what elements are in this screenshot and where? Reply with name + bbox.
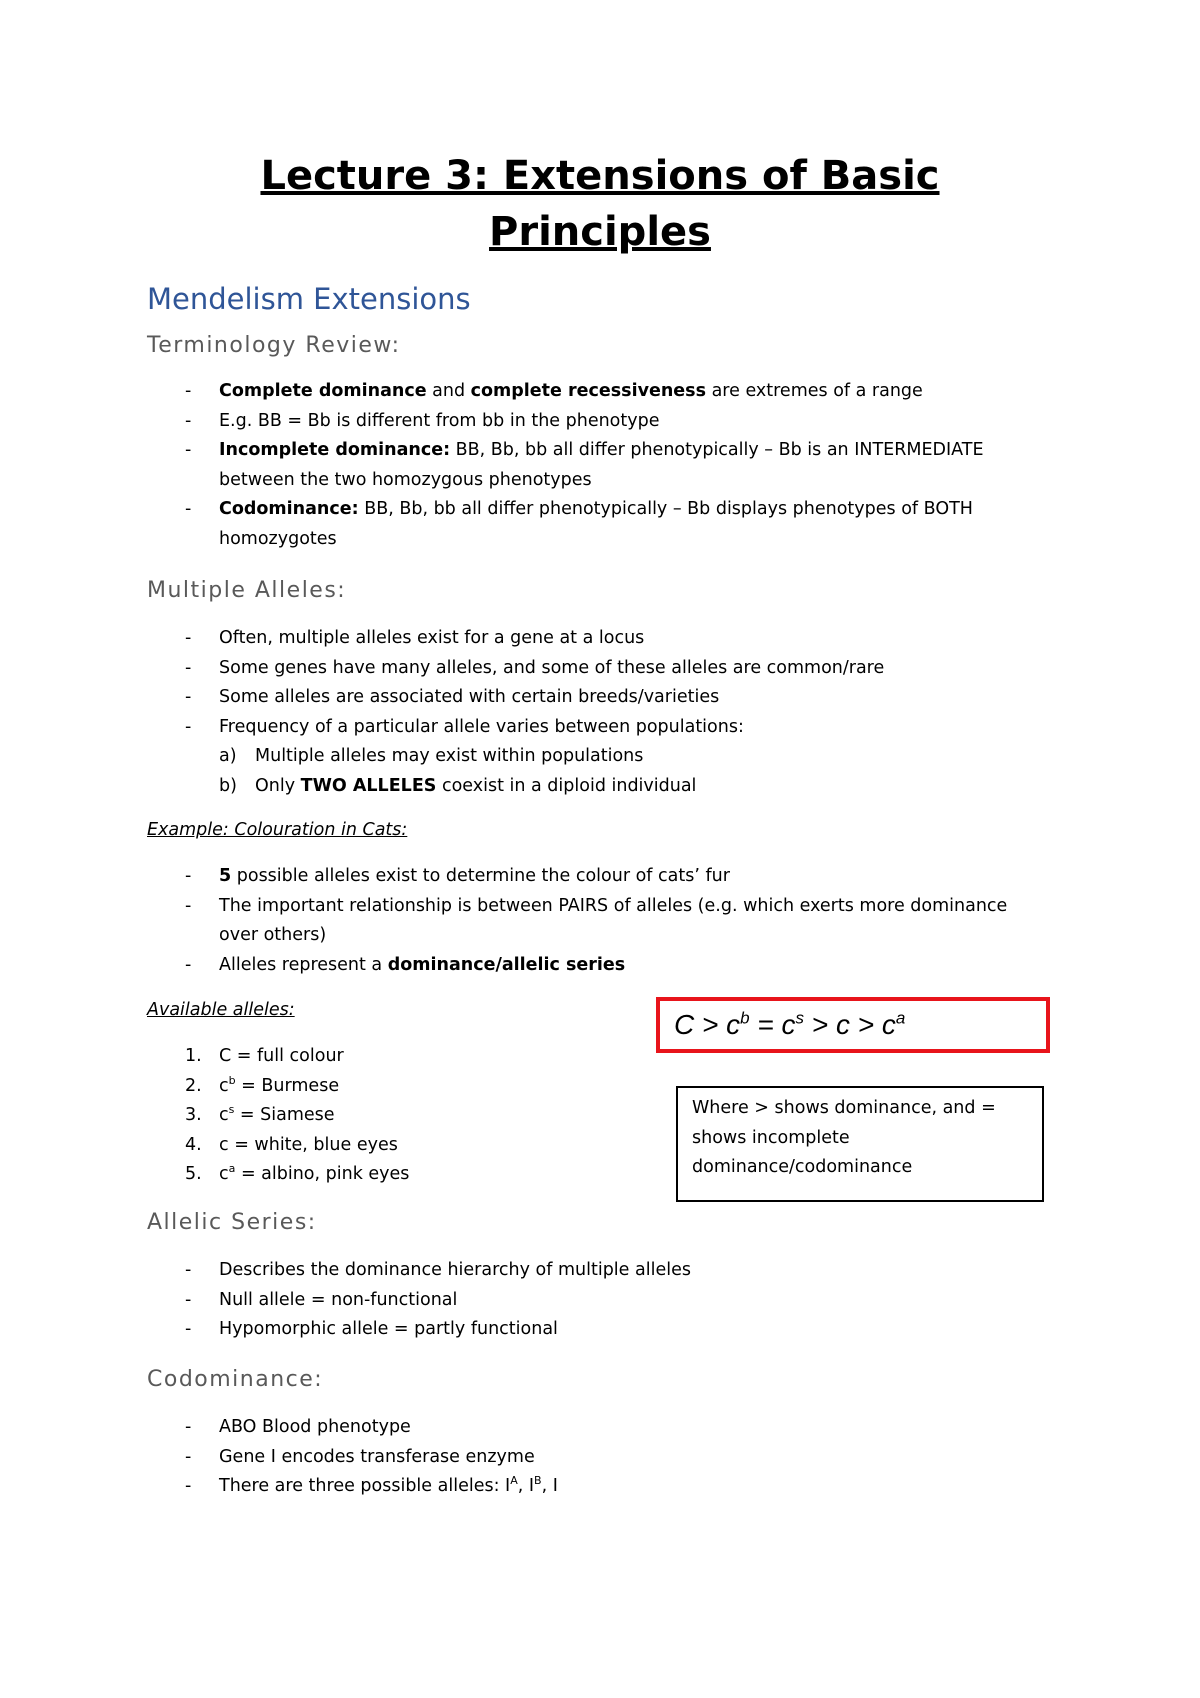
available-alleles-label: Available alleles: — [147, 1000, 295, 1020]
list-item: - Describes the dominance hierarchy of multiple alleles — [185, 1260, 691, 1280]
section-heading-mendelism: Mendelism Extensions — [147, 282, 471, 316]
example-label: Example: Colouration in Cats: — [147, 820, 408, 840]
list-item: - Complete dominance and complete recessiveness are extremes of a range — [185, 381, 923, 401]
title-line-2: Principles — [489, 209, 711, 255]
terminology-list — [147, 377, 1047, 554]
list-item: 2. $c^b$ = Burmese — [185, 1073, 340, 1096]
list-item: - Some alleles are associated with certain breeds/varieties — [185, 687, 720, 707]
list-item: - Incomplete dominance: BB, Bb, bb all differ phenotypically – Bb is an INTERMEDIATE between the two homozygous phenotypes — [185, 440, 984, 490]
sub-list-item: a) Multiple alleles may exist within populations — [219, 746, 644, 766]
list-item: - Hypomorphic allele = partly functional — [185, 1319, 558, 1339]
list-item: - ABO Blood phenotype — [185, 1417, 411, 1437]
list-item: 5. $c^a$ = albino, pink eyes — [185, 1162, 410, 1184]
list-item: - Codominance: BB, Bb, bb all differ phenotypically – Bb displays phenotypes of BOTH homozygotes — [185, 499, 973, 549]
codominance-list — [147, 1413, 1047, 1502]
heading-multiple-alleles: Multiple Alleles: — [147, 578, 347, 603]
list-item: - 5 possible alleles exist to determine the colour of cats’ fur — [185, 866, 730, 886]
list-item: - Some genes have many alleles, and some of these alleles are common/rare — [185, 657, 885, 678]
available-alleles-list — [147, 1042, 409, 1190]
list-item: - Alleles represent a dominance/allelic series — [185, 954, 626, 975]
sub-list — [219, 742, 1047, 801]
page-title — [140, 148, 1060, 260]
list-item: 4. c = white, blue eyes — [185, 1134, 398, 1155]
list-item: - E.g. BB = Bb is different from bb in the phenotype — [185, 410, 660, 431]
list-item: - Gene I encodes transferase enzyme — [185, 1446, 535, 1467]
dominance-equation-box: $C > c^b = c^s > c > c^a$ — [656, 997, 1050, 1053]
list-item: 3. $c^s$ = Siamese — [185, 1103, 335, 1125]
list-item: - The important relationship is between PAIRS of alleles (e.g. which exerts more dominance over others) — [185, 895, 1008, 945]
list-item: - Often, multiple alleles exist for a gene at a locus — [185, 628, 645, 648]
list-item: - Null allele = non-functional — [185, 1289, 458, 1310]
allelic-series-list — [147, 1256, 1047, 1345]
heading-terminology-review: Terminology Review: — [147, 333, 401, 358]
sub-list-item: b) Only TWO ALLELES coexist in a diploid individual — [219, 775, 697, 796]
dominance-note-box: Where > shows dominance, and = shows incomplete dominance/codominance — [676, 1086, 1044, 1202]
heading-codominance: Codominance: — [147, 1367, 324, 1392]
list-item: - There are three possible alleles: $I^A$, $I^B$, I — [185, 1474, 558, 1496]
multiple-alleles-list — [147, 624, 1047, 801]
list-item: - Frequency of a particular allele varies between populations: a) Multiple alleles may exist within populations b) Only TWO ALLELES coexist in a diploid individual — [147, 713, 1047, 802]
heading-allelic-series: Allelic Series: — [147, 1210, 317, 1235]
title-line-1: Lecture 3: Extensions of Basic — [260, 153, 940, 199]
example-list — [147, 862, 1047, 980]
list-item: 1. C = full colour — [185, 1046, 344, 1066]
